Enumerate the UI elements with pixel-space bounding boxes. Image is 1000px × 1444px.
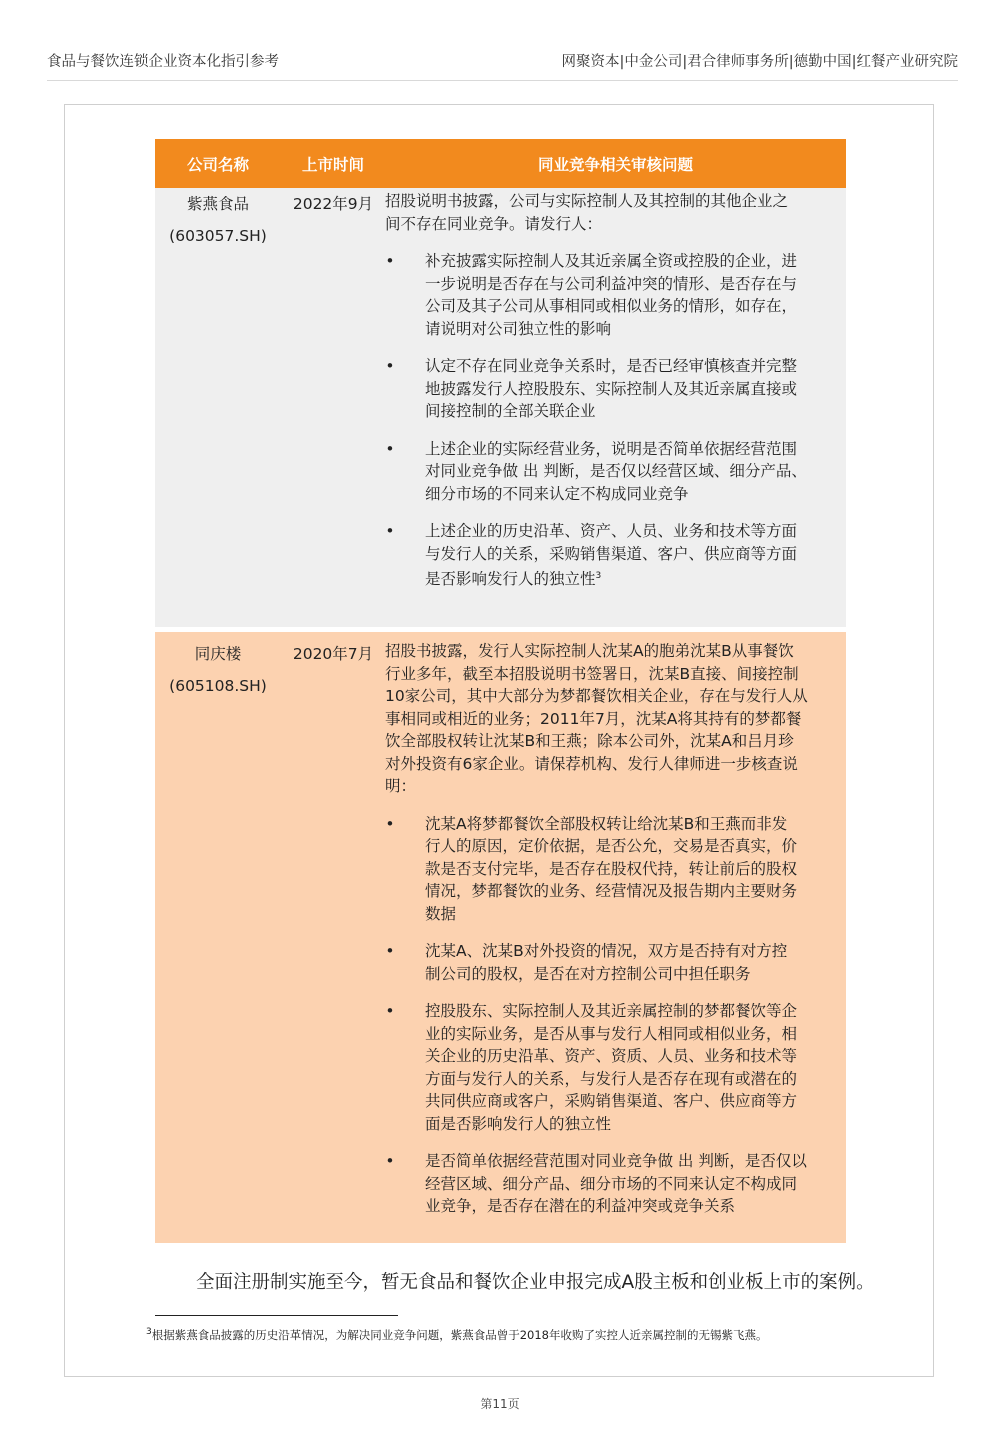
header-listing-date: 上市时间 — [301, 155, 364, 174]
date-cell — [281, 632, 385, 1243]
header-review-issues: 同业竞争相关审核问题 — [537, 155, 693, 174]
list-item: • 沈某A将梦都餐饮全部股权转让给沈某B和王燕而非发 行人的原因，定价依据，是否公允，交易是否真实，价 款是否支付完毕，是否存在股权代持，转让前后的股权 情况，梦都餐饮的业务、经营情况及报告期内主要财务 数据 — [385, 814, 798, 923]
list-item: • 认定不存在同业竞争关系时，是否已经审慎核查并完整 地披露发行人控股股东、实际控制人及其近亲属直接或 间接控制的全部关联企业 — [385, 357, 798, 420]
issue-list — [385, 250, 834, 591]
company-name: 紫燕食品 — [186, 195, 249, 213]
company-cell — [155, 632, 281, 1243]
page-number: 第11页 — [480, 1397, 520, 1411]
header-divider — [47, 80, 958, 81]
footnote-text: 根据紫燕食品披露的历史沿革情况，为解决同业竞争问题，紫燕食品曾于2018年收购了实控人近亲属控制的无锡紫飞燕。 — [151, 1328, 768, 1342]
bullet-icon: • — [385, 1152, 395, 1170]
header-left-title: 食品与餐饮连锁企业资本化指引参考 — [47, 54, 279, 70]
bullet-icon: • — [385, 942, 395, 960]
bullet-icon: • — [385, 357, 395, 375]
table-row — [155, 632, 846, 1243]
company-code: (605108.SH) — [169, 677, 267, 695]
issue-list — [385, 813, 834, 1218]
date-cell — [281, 188, 385, 627]
footnote-mark: 3 — [146, 1327, 152, 1338]
intro-line: 间不存在同业竞争。请发行人： — [385, 214, 603, 233]
footnote-ref: 3 — [595, 571, 602, 581]
issues-cell — [385, 632, 846, 1243]
bullet-icon: • — [385, 1002, 395, 1020]
footnote — [146, 1327, 768, 1343]
summary-paragraph: 全面注册制实施至今，暂无食品和餐饮企业申报完成A股主板和创业板上市的案例。 — [196, 1272, 875, 1293]
list-item: • 沈某A、沈某B对外投资的情况，双方是否持有对方控 制公司的股权，是否在对方控制公司中担任职务 — [385, 942, 788, 983]
list-item: • 补充披露实际控制人及其近亲属全资或控股的企业，进 一步说明是否存在与公司利益冲突的情形、是否存在与 公司及其子公司从事相同或相似业务的情形，如存在， 请说明对公司独立性的影响 — [385, 252, 798, 338]
issues-cell — [385, 188, 846, 627]
company-cell — [155, 188, 281, 627]
bullet-icon: • — [385, 522, 395, 540]
issue-intro: 招股书披露，发行人实际控制人沈某A的胞弟沈某B从事餐饮 行业多年，截至本招股说明书签署日，沈某B直接、间接控制 10家公司，其中大部分为梦都餐饮相关企业，存在与发行人从 事相同或相近的业务；2011年7月，沈某A将其持有的梦都餐 饮全部股权转让沈某B和王燕；除本公司外，沈某A和吕月珍 对外投资有6家企业。请保荐机构、发行人律师进一步核查说 明： — [385, 642, 808, 795]
listing-date: 2020年7月 — [292, 645, 374, 663]
bullet-icon: • — [385, 252, 395, 270]
list-item: • 是否简单依据经营范围对同业竞争做 出 判断，是否仅以 经营区域、细分产品、细分市场的不同来认定不构成同 业竞争，是否存在潜在的利益冲突或竞争关系 — [385, 1152, 807, 1215]
list-item: • 控股股东、实际控制人及其近亲属控制的梦都餐饮等企 业的实际业务，是否从事与发行人相同或相似业务，相 关企业的历史沿革、资产、资质、人员、业务和技术等 方面与发行人的关系，与发行人是否存在现有或潜在的 共同供应商或客户，采购销售渠道、客户、供应商等方 面是否影响发行人的独立性 — [385, 1002, 798, 1133]
listing-date: 2022年9月 — [292, 195, 374, 213]
intro-line: 招股说明书披露，公司与实际控制人及其控制的其他企业之 — [385, 192, 789, 210]
list-item: • 上述企业的历史沿革、资产、人员、业务和技术等方面 与发行人的关系，采购销售渠道、客户、供应商等方面 是否影响发行人的独立性$^3$ — [385, 522, 798, 589]
table-row — [155, 188, 846, 627]
company-name: 同庆楼 — [194, 645, 242, 663]
list-item: • 上述企业的实际经营业务，说明是否简单依据经营范围 对同业竞争做 出 判断，是否仅以经营区域、细分产品、 细分市场的不同来认定不构成同业竞争 — [385, 439, 807, 503]
header-company-name: 公司名称 — [186, 155, 249, 174]
competition-table — [155, 139, 846, 1243]
table-header — [155, 139, 846, 188]
company-code: (603057.SH) — [169, 227, 267, 245]
bullet-icon: • — [385, 814, 395, 833]
footnote-divider — [155, 1315, 398, 1316]
header-right-sources: 网聚资本|中金公司|君合律师事务所|德勤中国|红餐产业研究院 — [561, 54, 958, 70]
bullet-icon: • — [385, 439, 395, 458]
issue-intro — [385, 190, 834, 235]
